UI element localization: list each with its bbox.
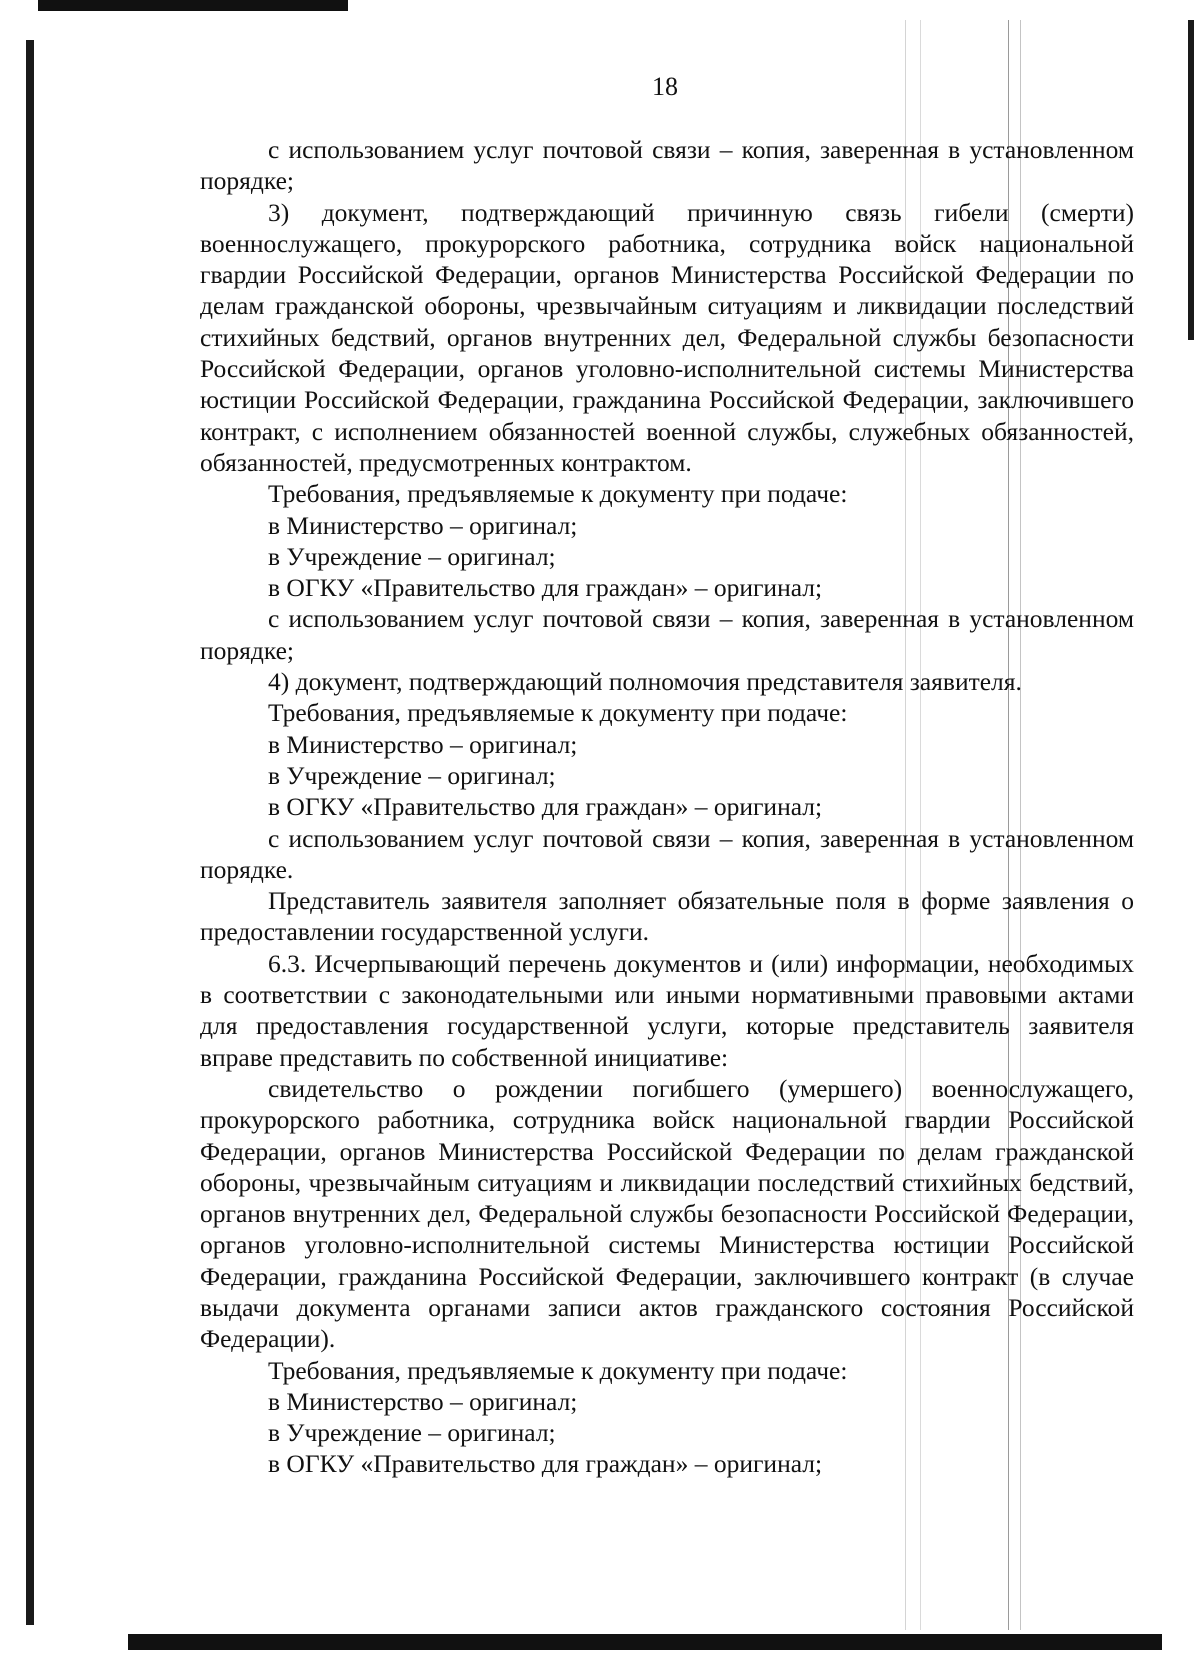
paragraph: в Министерство – оригинал;: [268, 1386, 578, 1416]
paragraph: Требования, предъявляемые к документу при подаче:: [268, 1355, 848, 1385]
scan-border-top: [38, 0, 348, 11]
paragraph: в Учреждение – оригинал;: [268, 1418, 556, 1448]
paragraph: 4) документ, подтверждающий полномочия представителя заявителя.: [268, 667, 1022, 697]
paragraph: Требования, предъявляемые к документу при подаче:: [268, 479, 848, 509]
paragraph: 6.3. Исчерпывающий перечень документов и (или) информации, необходимых в соответствии с законодательными или иными нормативными правовыми актами для предоставления государственной услуги, которые представитель заявителя вправе представить по собственной инициативе:: [200, 948, 1134, 1072]
paragraph: в Учреждение – оригинал;: [268, 760, 556, 790]
paragraph: в ОГКУ «Правительство для граждан» – оригинал;: [268, 1449, 823, 1479]
scan-border-left: [26, 40, 34, 1625]
paragraph: в ОГКУ «Правительство для граждан» – оригинал;: [268, 792, 823, 822]
scan-border-bottom: [128, 1634, 1162, 1650]
paragraph: в Министерство – оригинал;: [268, 729, 578, 759]
document-body: [200, 134, 1134, 1480]
paragraph: в Министерство – оригинал;: [268, 510, 578, 540]
scan-border-right: [1188, 20, 1194, 340]
paragraph: в Учреждение – оригинал;: [268, 541, 556, 571]
paragraph: свидетельство о рождении погибшего (умершего) военнослужащего, прокурорского работника, сотрудника войск национальной гвардии Российской Федерации, органов Министерства Российской Федерации по делам гражданской обороны, чрезвычайным ситуациям и ликвидации последствий стихийных бедствий, органов внутренних дел, Федеральной службы безопасности Российской Федерации, органов уголовно-исполнительной системы Министерства юстиции Российской Федерации, гражданина Российской Федерации, заключившего контракт (в случае выдачи документа органами записи актов гражданского состояния Российской Федерации).: [200, 1073, 1134, 1354]
paragraph: с использованием услуг почтовой связи – копия, заверенная в установленном порядке;: [200, 135, 1134, 196]
paragraph: Требования, предъявляемые к документу при подаче:: [268, 698, 848, 728]
paragraph: в ОГКУ «Правительство для граждан» – оригинал;: [268, 573, 823, 603]
paragraph: Представитель заявителя заполняет обязательные поля в форме заявления о предоставлении государственной услуги.: [200, 886, 1134, 947]
page-number: 18: [652, 72, 678, 101]
paragraph: с использованием услуг почтовой связи – копия, заверенная в установленном порядке;: [200, 604, 1134, 665]
paragraph: с использованием услуг почтовой связи – копия, заверенная в установленном порядке.: [200, 823, 1134, 884]
paragraph: 3) документ, подтверждающий причинную связь гибели (смерти) военнослужащего, прокурорского работника, сотрудника войск национальной гвардии Российской Федерации, органов Министерства Российской Федерации по делам гражданской обороны, чрезвычайным ситуациям и ликвидации последствий стихийных бедствий, органов внутренних дел, Федеральной службы безопасности Российской Федерации, органов уголовно-исполнительной системы Министерства юстиции Российской Федерации, гражданина Российской Федерации, заключившего контракт, с исполнением обязанностей военной службы, служебных обязанностей, обязанностей, предусмотренных контрактом.: [200, 197, 1134, 477]
